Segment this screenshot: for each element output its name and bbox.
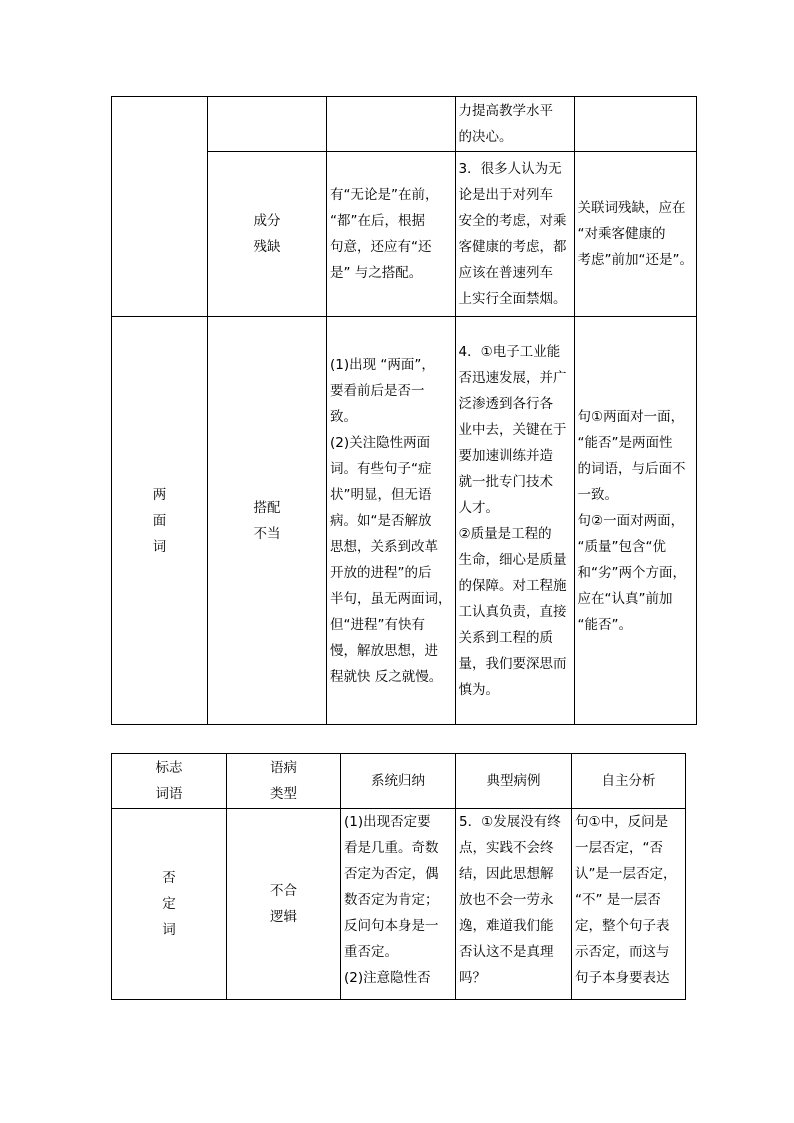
text-line: 关系到工程的质: [458, 629, 553, 646]
text-line: 3．很多人认为无: [458, 161, 562, 177]
text-line: “能否”。: [577, 616, 632, 633]
text-line: 逻辑: [270, 909, 297, 925]
text-line: (2)注意隐性否: [344, 970, 431, 986]
text-line: 句①两面对一面，: [577, 408, 685, 425]
text-line: (1)出现 “两面”，: [330, 356, 435, 373]
text-line: 词语: [155, 786, 183, 802]
text-line: 泛渗透到各行各: [458, 395, 553, 412]
text-line: 句意，还应有“还: [330, 239, 432, 255]
example-cell: [455, 317, 574, 725]
text-line: “都”在后，根据: [330, 213, 425, 229]
text-line: “质量”包含“优: [577, 538, 666, 555]
text-line: 思想，关系到改革: [330, 538, 438, 555]
text-line: (1)出现否定要: [344, 814, 431, 830]
text-line: 半句，虽无两面词，: [330, 590, 452, 607]
text-line: 程就快 反之就慢。: [330, 668, 443, 685]
text-line: 看是几重。奇数: [344, 840, 439, 856]
text-line: 否: [162, 870, 176, 886]
text-line: 逸，难道我们能: [459, 918, 554, 934]
analysis-cell: [574, 152, 696, 317]
text-line: 残缺: [253, 239, 281, 255]
analysis-cell: [572, 809, 686, 1000]
text-line: 致。: [330, 408, 357, 425]
marker-word-cell: [112, 97, 208, 317]
text-line: 状”明显，但无语: [330, 486, 432, 503]
example-cell: [456, 809, 572, 1000]
error-type-cell: [208, 97, 327, 152]
text-line: 定: [162, 896, 176, 912]
grammar-table-negation: [111, 753, 686, 1000]
text-line: 安全的考虑，对乘: [458, 213, 567, 229]
error-type-cell: [227, 809, 341, 1000]
text-line: 两: [152, 486, 167, 503]
text-line: 业中去，关键在于: [458, 421, 567, 438]
text-line: 应该在普速列车: [458, 265, 553, 281]
text-line: 论是出于对列车: [458, 187, 553, 203]
summary-cell: [327, 317, 456, 725]
table-row: [112, 97, 697, 152]
marker-word-cell: [112, 809, 227, 1000]
text-line: 应在“认真”前加: [577, 590, 673, 607]
text-line: 和“劣”两个方面，: [577, 564, 686, 581]
text-line: 句子本身要表达: [575, 970, 670, 986]
text-line: 是” 与之搭配。: [330, 265, 423, 281]
text-line: 不当: [253, 525, 281, 542]
text-line: 5．①发展没有终: [459, 814, 561, 830]
text-line: 反问句本身是一: [344, 918, 439, 934]
text-line: 工认真负责，直接: [458, 603, 567, 620]
text-line: “不” 是一层否: [575, 892, 661, 908]
text-line: 成分: [253, 213, 281, 229]
error-type-cell: [208, 317, 327, 725]
text-line: 慎为。: [458, 681, 499, 698]
table-row: [112, 809, 686, 1000]
text-line: 放也不会一劳永: [459, 892, 554, 908]
text-line: 否定为否定，偶: [344, 866, 439, 882]
text-line: “能否”是两面性: [577, 434, 673, 451]
error-type-cell: [208, 152, 327, 317]
marker-word-cell: [112, 317, 208, 725]
text-line: 结，因此思想解: [459, 866, 554, 882]
text-line: 搭配: [253, 499, 281, 516]
table-row: [112, 317, 697, 725]
summary-cell: [327, 97, 456, 152]
text-line: 数否定为肯定；: [344, 892, 439, 908]
text-line: 词。有些句子“症: [330, 460, 432, 477]
text-line: 重否定。: [344, 944, 398, 960]
text-line: (2)关注隐性两面: [330, 434, 431, 451]
header-marker-words: [112, 754, 227, 809]
text-line: 认”是一层否定，: [575, 866, 677, 882]
text-line: 病。如“是否解放: [330, 512, 432, 529]
text-line: 就一批专门技术: [458, 473, 553, 490]
text-line: 语病: [270, 760, 297, 776]
text-line: 关联词残缺，应在: [577, 200, 686, 216]
text-line: 的决心。: [458, 129, 513, 145]
text-line: 示否定，而这与: [575, 944, 670, 960]
text-line: 客健康的考虑，都: [458, 239, 567, 255]
example-cell: [455, 97, 574, 152]
text-line: 否认这不是真理: [459, 944, 554, 960]
text-line: 上实行全面禁烟。: [458, 291, 567, 307]
analysis-cell: [574, 317, 696, 725]
summary-cell: [327, 152, 456, 317]
text-line: 生命，细心是质量: [458, 551, 567, 568]
text-line: 面: [152, 512, 167, 529]
text-line: 类型: [270, 786, 297, 802]
text-line: 典型病例: [486, 773, 541, 789]
summary-cell: [341, 809, 456, 1000]
header-summary: [341, 754, 456, 809]
text-line: 自主分析: [601, 773, 656, 789]
text-line: 标志: [155, 760, 183, 776]
text-line: 但“进程”有快有: [330, 616, 425, 633]
table-header-row: [112, 754, 686, 809]
grammar-table-continued: [111, 96, 697, 725]
text-line: 的保障。对工程施: [458, 577, 567, 594]
text-line: 不合: [270, 883, 297, 899]
text-line: 词: [162, 922, 176, 938]
header-error-type: [227, 754, 341, 809]
header-analysis: [572, 754, 686, 809]
text-line: 系统归纳: [371, 773, 425, 789]
text-line: 人才。: [458, 499, 499, 516]
text-line: 句②一面对两面，: [577, 512, 685, 529]
text-line: 一致。: [577, 486, 618, 503]
text-line: 词: [152, 538, 167, 555]
text-line: 否迅速发展，并广: [458, 369, 567, 386]
header-example: [456, 754, 572, 809]
text-line: 吗？: [459, 970, 486, 986]
text-line: 慢，解放思想，进: [330, 642, 438, 659]
text-line: 一层否定，“否: [575, 840, 663, 856]
text-line: 句①中，反问是: [575, 814, 669, 830]
text-line: 量，我们要深思而: [458, 655, 567, 672]
text-line: 考虑”前加“还是”。: [577, 252, 693, 268]
analysis-cell: [574, 97, 696, 152]
text-line: 4．①电子工业能: [458, 343, 561, 360]
text-line: 定，整个句子表: [575, 918, 670, 934]
text-line: “对乘客健康的: [577, 226, 666, 242]
text-line: 开放的进程”的后: [330, 564, 432, 581]
text-line: 要看前后是否一: [330, 382, 425, 399]
text-line: 力提高教学水平: [458, 103, 553, 119]
text-line: 点，实践不会终: [459, 840, 554, 856]
text-line: ②质量是工程的: [458, 525, 552, 542]
text-line: 要加速训练并造: [458, 447, 553, 464]
text-line: 的词语，与后面不: [577, 460, 686, 477]
text-line: 有“无论是”在前，: [330, 187, 439, 203]
example-cell: [455, 152, 574, 317]
